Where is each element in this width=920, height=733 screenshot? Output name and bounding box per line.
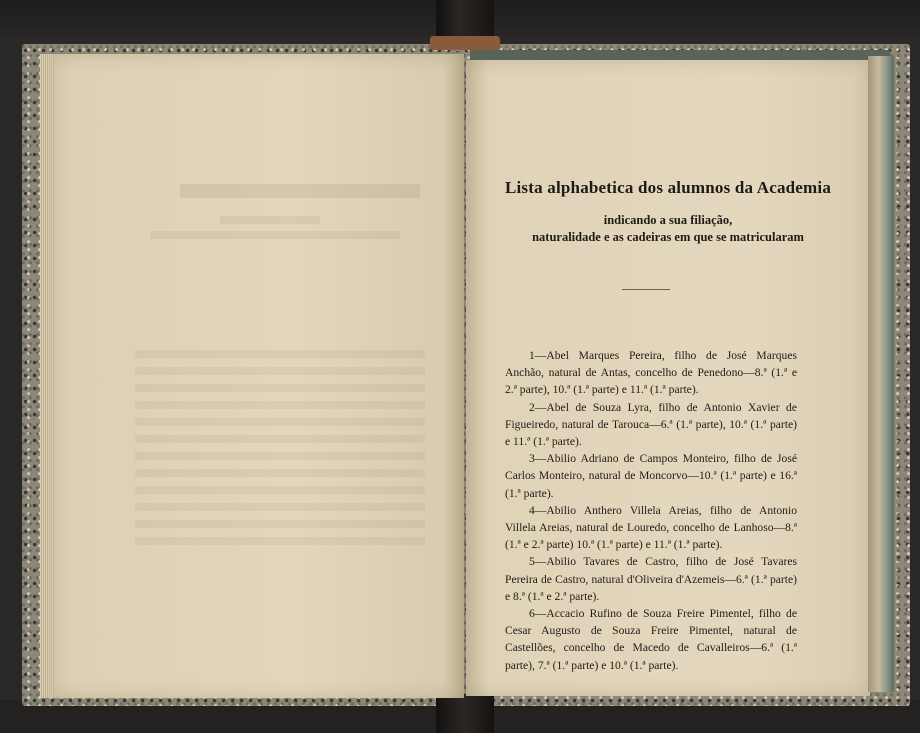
list-item: 2—Abel de Souza Lyra, filho de Antonio Xavier de Figueiredo, natural de Tarouca—6.ª (1.ª parte), 10.ª (1.ª parte) e 11.ª (1.ª parte). bbox=[505, 400, 797, 449]
subtitle-line-1: indicando a sua filiação, bbox=[603, 213, 733, 227]
spine-leather-band bbox=[430, 36, 500, 50]
left-page-edge bbox=[40, 54, 54, 698]
list-item: 3—Abilio Adriano de Campos Monteiro, filho de José Carlos Monteiro, natural de Moncorvo—10.ª (1.ª parte) e 16.ª (1.ª parte). bbox=[505, 452, 797, 500]
bleed-through-subheading bbox=[220, 216, 320, 224]
list-item: 6—Accacio Rufino de Souza Freire Pimentel, filho de Cesar Augusto de Souza Freire Pimentel, natural de Castellões, concelho de Macedo de Cavalleiros—6.ª (1.ª parte), 7.ª (1.ª parte) e 10.ª (1.ª parte). bbox=[505, 607, 797, 672]
right-page-top-edge bbox=[470, 50, 890, 60]
bleed-through-body bbox=[135, 350, 425, 550]
left-page bbox=[40, 54, 464, 698]
bleed-through-subheading-2 bbox=[150, 231, 400, 239]
list-item: 5—Abilio Tavares de Castro, filho de José Tavares Pereira de Castro, natural d'Oliveira d'Azemeis—6.ª (1.ª parte) e 8.ª (1.ª e 2.ª parte). bbox=[505, 555, 797, 603]
book-spine-bottom bbox=[436, 694, 494, 733]
subtitle-line-2: naturalidade e as cadeiras em que se matricularam bbox=[532, 230, 804, 244]
section-rule bbox=[622, 289, 670, 290]
right-page-fore-edge bbox=[868, 56, 894, 692]
list-item: 1—Abel Marques Pereira, filho de José Marques Anchão, natural de Antas, concelho de Penedono—8.ª (1.ª e 2.ª parte), 10.ª (1.ª parte) e 11.ª (1.ª parte). bbox=[505, 349, 797, 397]
list-item: 4—Abilio Anthero Villela Areias, filho de Antonio Villela Areias, natural de Louredo, concelho de Lanhoso—8.ª (1.ª e 2.ª parte) 10.ª (1.ª parte) e 11.ª (1.ª parte). bbox=[505, 503, 797, 552]
student-list bbox=[505, 347, 797, 674]
bleed-through-heading bbox=[180, 184, 420, 198]
page-title: Lista alphabetica dos alumnos da Academia bbox=[504, 178, 832, 197]
